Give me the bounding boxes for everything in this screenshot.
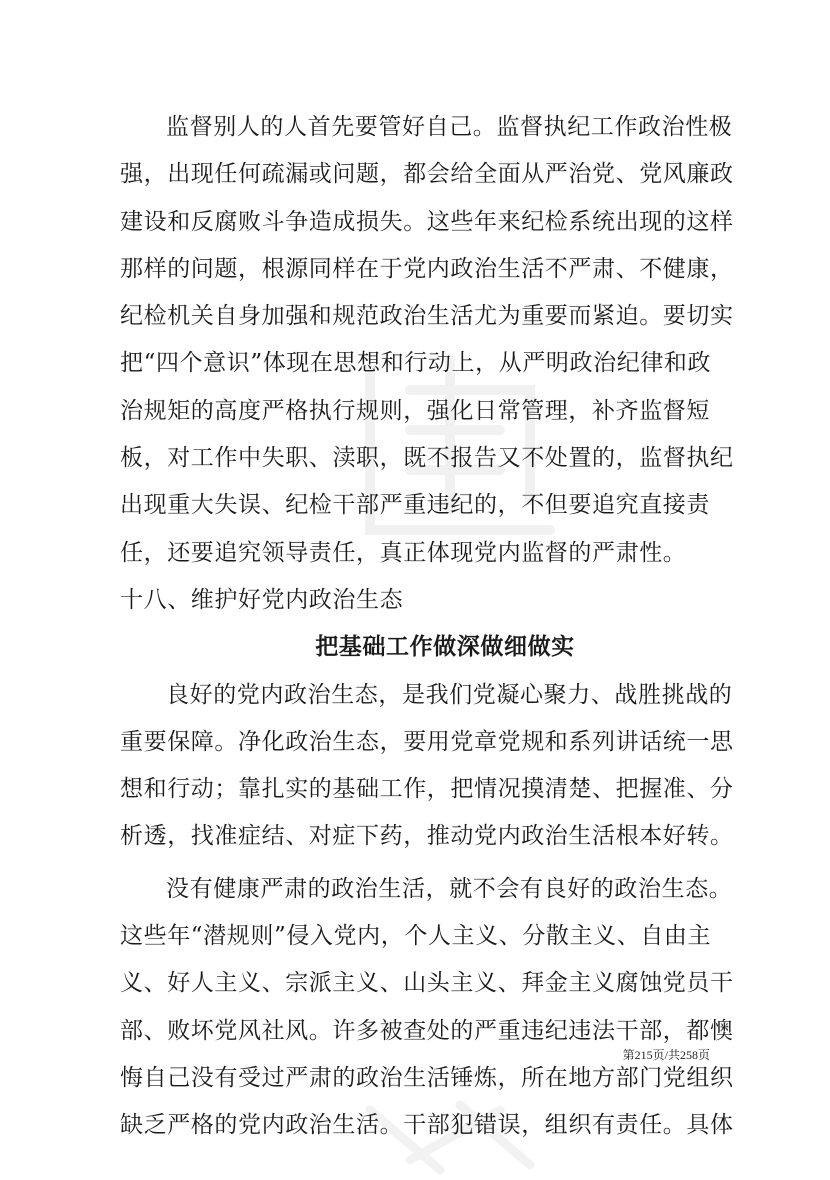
text-line: 悔自己没有受过严肃的政治生活锤炼，所在地方部门党组织 — [120, 1064, 734, 1091]
text-line: 纪检机关自身加强和规范政治生活尤为重要而紧迫。要切实 — [120, 303, 734, 330]
paragraph-3 — [120, 866, 734, 1150]
section-title: 十八、维护好党内政治生态 — [120, 586, 404, 613]
text-line: 板，对工作中失职、渎职，既不报告又不处置的，监督执纪 — [120, 445, 734, 472]
text-line: 没有健康严肃的政治生活，就不会有良好的政治生态。 — [166, 875, 733, 902]
text-line: 治规矩的高度严格执行规则，强化日常管理，补齐监督短 — [120, 397, 710, 424]
page-indicator: 第215页/共258页 — [622, 1048, 710, 1062]
text-line: 强，出现任何疏漏或问题，都会给全面从严治党、党风廉政 — [120, 161, 734, 188]
text-line: 义、好人主义、宗派主义、山头主义、拜金主义腐蚀党员干 — [120, 970, 734, 997]
text-line: 出现重大失误、纪检干部严重违纪的，不但要追究直接责 — [120, 492, 710, 519]
text-line: 建设和反腐败斗争造成损失。这些年来纪检系统出现的这样 — [120, 208, 734, 235]
text-line: 这些年“潜规则”侵入党内，个人主义、分散主义、自由主 — [120, 923, 712, 950]
paragraph-2 — [120, 672, 734, 861]
text-line: 部、败坏党风社风。许多被查处的严重违纪违法干部，都懊 — [120, 1017, 734, 1044]
text-line: 想和行动；靠扎实的基础工作，把情况摸清楚、把握准、分 — [120, 776, 734, 803]
text-line: 那样的问题，根源同样在于党内政治生活不严肃、不健康， — [120, 255, 734, 282]
article-heading: 把基础工作做深做细做实 — [315, 634, 575, 661]
text-line: 析透，找准症结、对症下药，推动党内政治生活根本好转。 — [120, 823, 734, 850]
text-line: 缺乏严格的党内政治生活。干部犯错误，组织有责任。具体 — [120, 1112, 734, 1139]
text-line: 监督别人的人首先要管好自己。监督执纪工作政治性极 — [166, 114, 733, 140]
text-line: 良好的党内政治生态，是我们党凝心聚力、战胜挑战的 — [166, 681, 733, 708]
paragraph-1 — [120, 104, 734, 577]
text-line: 重要保障。净化政治生态，要用党章党规和系列讲话统一思 — [120, 728, 734, 755]
text-line: 任，还要追究领导责任，真正体现党内监督的严肃性。 — [120, 539, 687, 566]
text-line: 把“四个意识”体现在思想和行动上，从严明政治纪律和政 — [120, 350, 712, 377]
document-body — [120, 104, 734, 1150]
